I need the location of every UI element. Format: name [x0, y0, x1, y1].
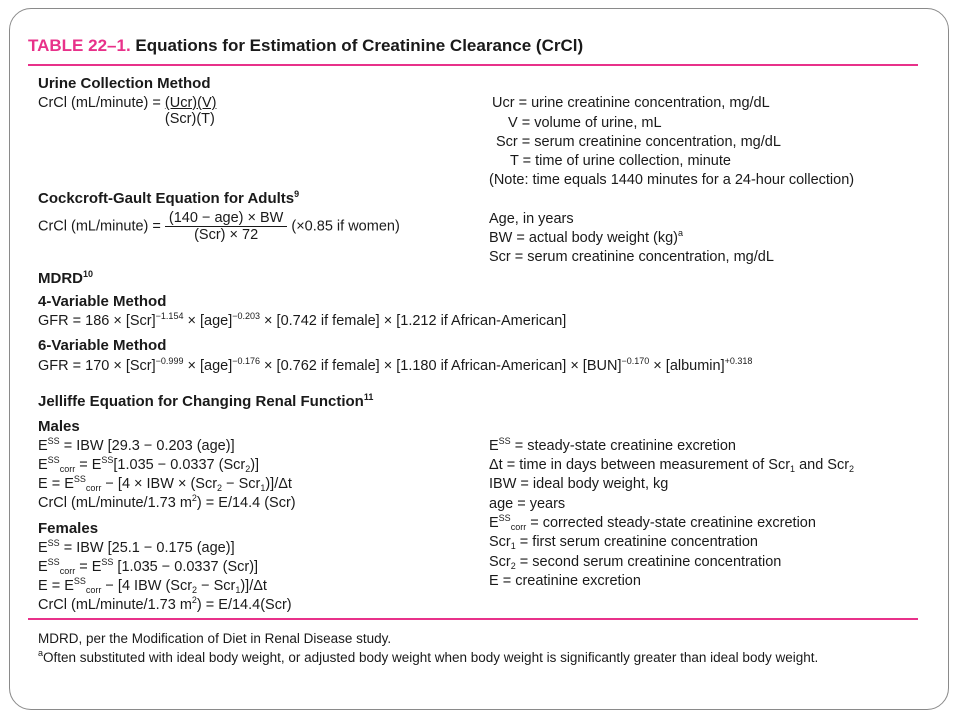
females-eq-3: $E = E^{SS}_{corr} - [4$ IBW (Scr$_2$ − Scr$_1$)]/Δt — [38, 576, 267, 595]
footnote-a-mark: a — [38, 648, 44, 658]
top-rule — [28, 64, 918, 66]
mdrd-6var-heading: 6-Variable Method — [38, 337, 167, 354]
mdrd-4var-heading: 4-Variable Method — [38, 293, 167, 310]
mdrd-heading: MDRD$^{10}$ — [38, 269, 94, 287]
urine-equation — [38, 95, 216, 127]
jelliffe-heading: Jelliffe Equation for Changing Renal Function$^{11}$ — [38, 392, 374, 410]
mdrd-4var-equation: GFR = 186 × [Scr]$^{-1.154}$ × [age]$^{-0.203}$ × [0.742 if female] × [1.212 if African-American] — [38, 311, 567, 329]
def-delta-t: Δt = time in days between measurement of Scr$_1$ and Scr$_2$ — [489, 457, 855, 474]
cg-denominator: (Scr) × 72 — [165, 226, 287, 243]
jelliffe-ref: 11 — [363, 392, 374, 402]
def-scr2: Scr$_2$ = second serum creatinine concentration — [489, 554, 782, 571]
cg-def-age: Age, in years — [489, 211, 574, 227]
cg-numerator: (140 − age) × BW — [168, 210, 284, 226]
urine-def-scr: Scr = serum creatinine concentration, mg/dL — [496, 134, 781, 150]
footnote-a — [38, 650, 818, 665]
urine-heading: Urine Collection Method — [38, 75, 211, 92]
footnote-a-text: Often substituted with ideal body weight, or adjusted body weight when body weight is significantly greater than ideal body weight. — [43, 650, 819, 665]
cg-def-scr: Scr = serum creatinine concentration, mg/dL — [489, 249, 774, 265]
females-heading: Females — [38, 520, 99, 537]
footnote-mdrd: MDRD, per the Modification of Diet in Renal Disease study. — [38, 631, 392, 646]
def-ess: $E^{SS}$ = steady-state creatinine excretion — [489, 436, 736, 454]
table-number: TABLE 22–1. — [28, 36, 131, 55]
urine-denominator: (Scr)(T) — [164, 111, 215, 127]
males-heading: Males — [38, 418, 80, 435]
females-eq-2: $E^{SS}_{corr} = E^{SS}$ [1.035 − 0.0337 (Scr)] — [38, 557, 259, 576]
urine-lhs: CrCl (mL/minute) = — [38, 95, 161, 111]
urine-note: (Note: time equals 1440 minutes for a 24-hour collection) — [489, 172, 855, 188]
cg-bw-footnote-mark: a — [678, 228, 684, 238]
urine-def-ucr: Ucr = urine creatinine concentration, mg/dL — [492, 95, 770, 111]
mdrd-ref: 10 — [83, 269, 94, 279]
cg-ref: 9 — [294, 189, 300, 199]
def-scr1: Scr$_1$ = first serum creatinine concentration — [489, 534, 758, 551]
urine-numerator: (Ucr)(V) — [164, 95, 217, 111]
table-title — [28, 36, 583, 56]
urine-def-v: V = volume of urine, mL — [508, 115, 662, 131]
cg-heading: Cockcroft-Gault Equation for Adults$^9$ — [38, 189, 300, 207]
males-eq-4: CrCl (mL/minute/1.73 $m^2) = E/14.4$ (Scr) — [38, 493, 296, 511]
cg-equation — [38, 210, 400, 243]
table-title-text: Equations for Estimation of Creatinine Clearance (CrCl) — [135, 36, 584, 55]
females-eq-4: CrCl (mL/minute/1.73 $m^2) = E/14.4(Scr)$ — [38, 595, 292, 613]
def-age: age = years — [489, 496, 566, 512]
def-e: E = creatinine excretion — [489, 573, 641, 589]
females-eq-1: $E^{SS}$ = IBW [25.1 − 0.175 (age)] — [38, 538, 235, 556]
males-eq-2: $E^{SS}_{corr} = E^{SS}[1.035 - 0.0337$ (Scr$_2$)] — [38, 455, 260, 474]
males-eq-3: $E = E^{SS}_{corr} - [4$ × IBW × (Scr$_2$ − Scr$_1$)]/Δt — [38, 474, 292, 493]
mdrd-6var-equation: GFR = 170 × [Scr]$^{-0.999}$ × [age]$^{-0.176}$ × [0.762 if female] × [1.180 if African-American] × [BUN]$^{-0.170}$ × [albumin]$^{+0.318}$ — [38, 356, 753, 374]
def-ibw: IBW = ideal body weight, kg — [489, 476, 669, 492]
bottom-rule — [28, 618, 918, 620]
cg-lhs: CrCl (mL/minute) = — [38, 218, 161, 235]
males-eq-1: $E^{SS}$ = IBW [29.3 − 0.203 (age)] — [38, 436, 235, 454]
urine-def-t: T = time of urine collection, minute — [510, 153, 731, 169]
cg-def-bw: BW = actual body weight (kg)$^a$ — [489, 228, 684, 246]
def-ess-corr: $E^{SS}_{corr}$ = corrected steady-state creatinine excretion — [489, 513, 816, 532]
cg-women-factor: (×0.85 if women) — [291, 218, 400, 235]
